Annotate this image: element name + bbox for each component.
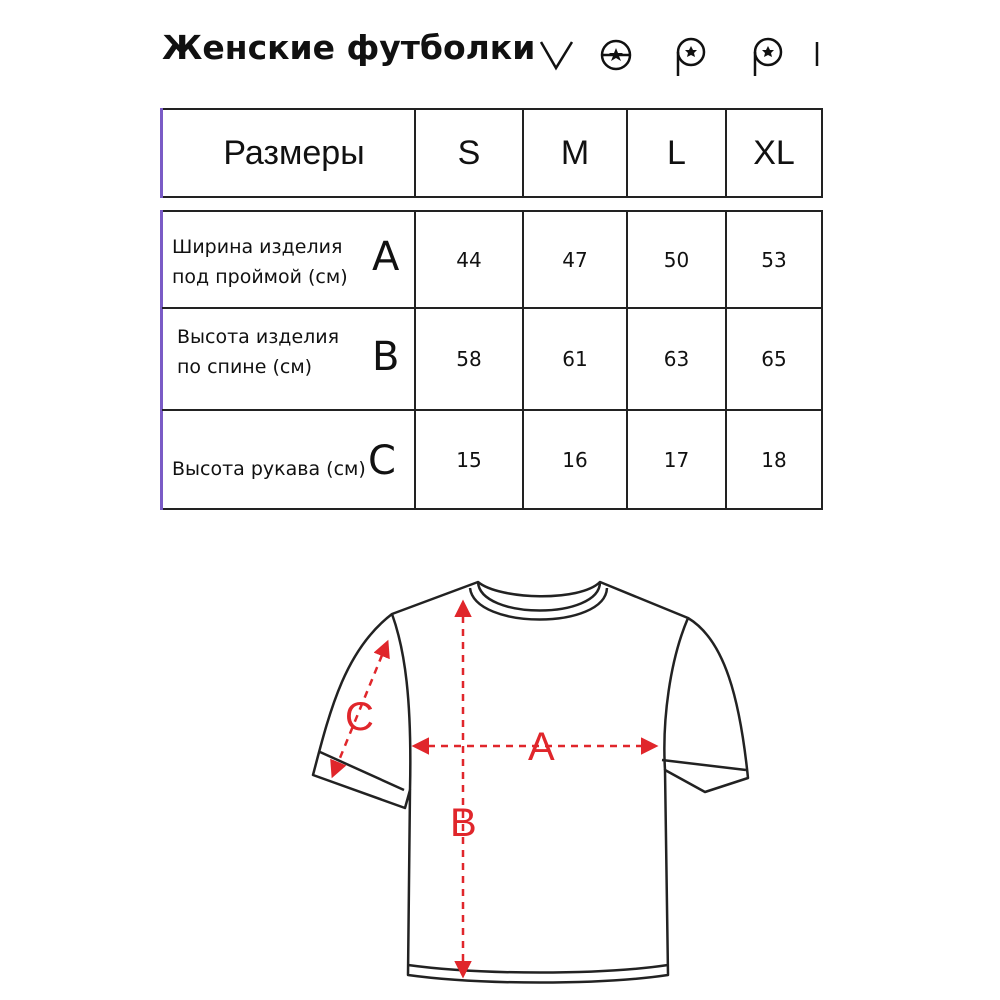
size-xl-header: XL: [753, 133, 795, 172]
tshirt-outline: [313, 582, 748, 983]
measure-b-label: B: [450, 801, 477, 845]
table-cell: 17: [663, 447, 690, 472]
table-cell: 65: [761, 347, 787, 371]
table-cell: 53: [761, 247, 787, 272]
row-a-label-line2: под проймой (см): [172, 266, 348, 288]
row-c-label-line1: Высота рукава (см): [172, 458, 366, 480]
table-cell: 63: [663, 347, 690, 371]
table-cell: 47: [562, 247, 588, 272]
row-b-letter: B: [372, 334, 400, 380]
measurement-lines: [333, 603, 655, 975]
row-a-label-line1: Ширина изделия: [172, 236, 343, 258]
table-cell: 61: [562, 347, 588, 371]
sizes-header-label: Размеры: [223, 133, 365, 172]
page-title: Женские футболки: [162, 28, 536, 67]
table-cell: 15: [456, 447, 482, 472]
table-cell: 18: [761, 447, 787, 472]
row-b-label-line1: Высота изделия: [177, 326, 340, 348]
row-b-label-line2: по спине (см): [177, 356, 313, 378]
row-c-letter: C: [368, 438, 396, 484]
measure-a-label: A: [528, 725, 555, 769]
table-cell: 50: [663, 247, 690, 272]
table-cell: 16: [562, 447, 588, 472]
size-m-header: M: [560, 133, 590, 172]
table-cell: 44: [456, 247, 482, 272]
size-s-header: S: [457, 133, 481, 172]
size-l-header: L: [667, 133, 686, 172]
measure-c-label: C: [345, 695, 374, 739]
row-a-letter: A: [372, 234, 400, 280]
table-cell: 58: [456, 347, 482, 371]
